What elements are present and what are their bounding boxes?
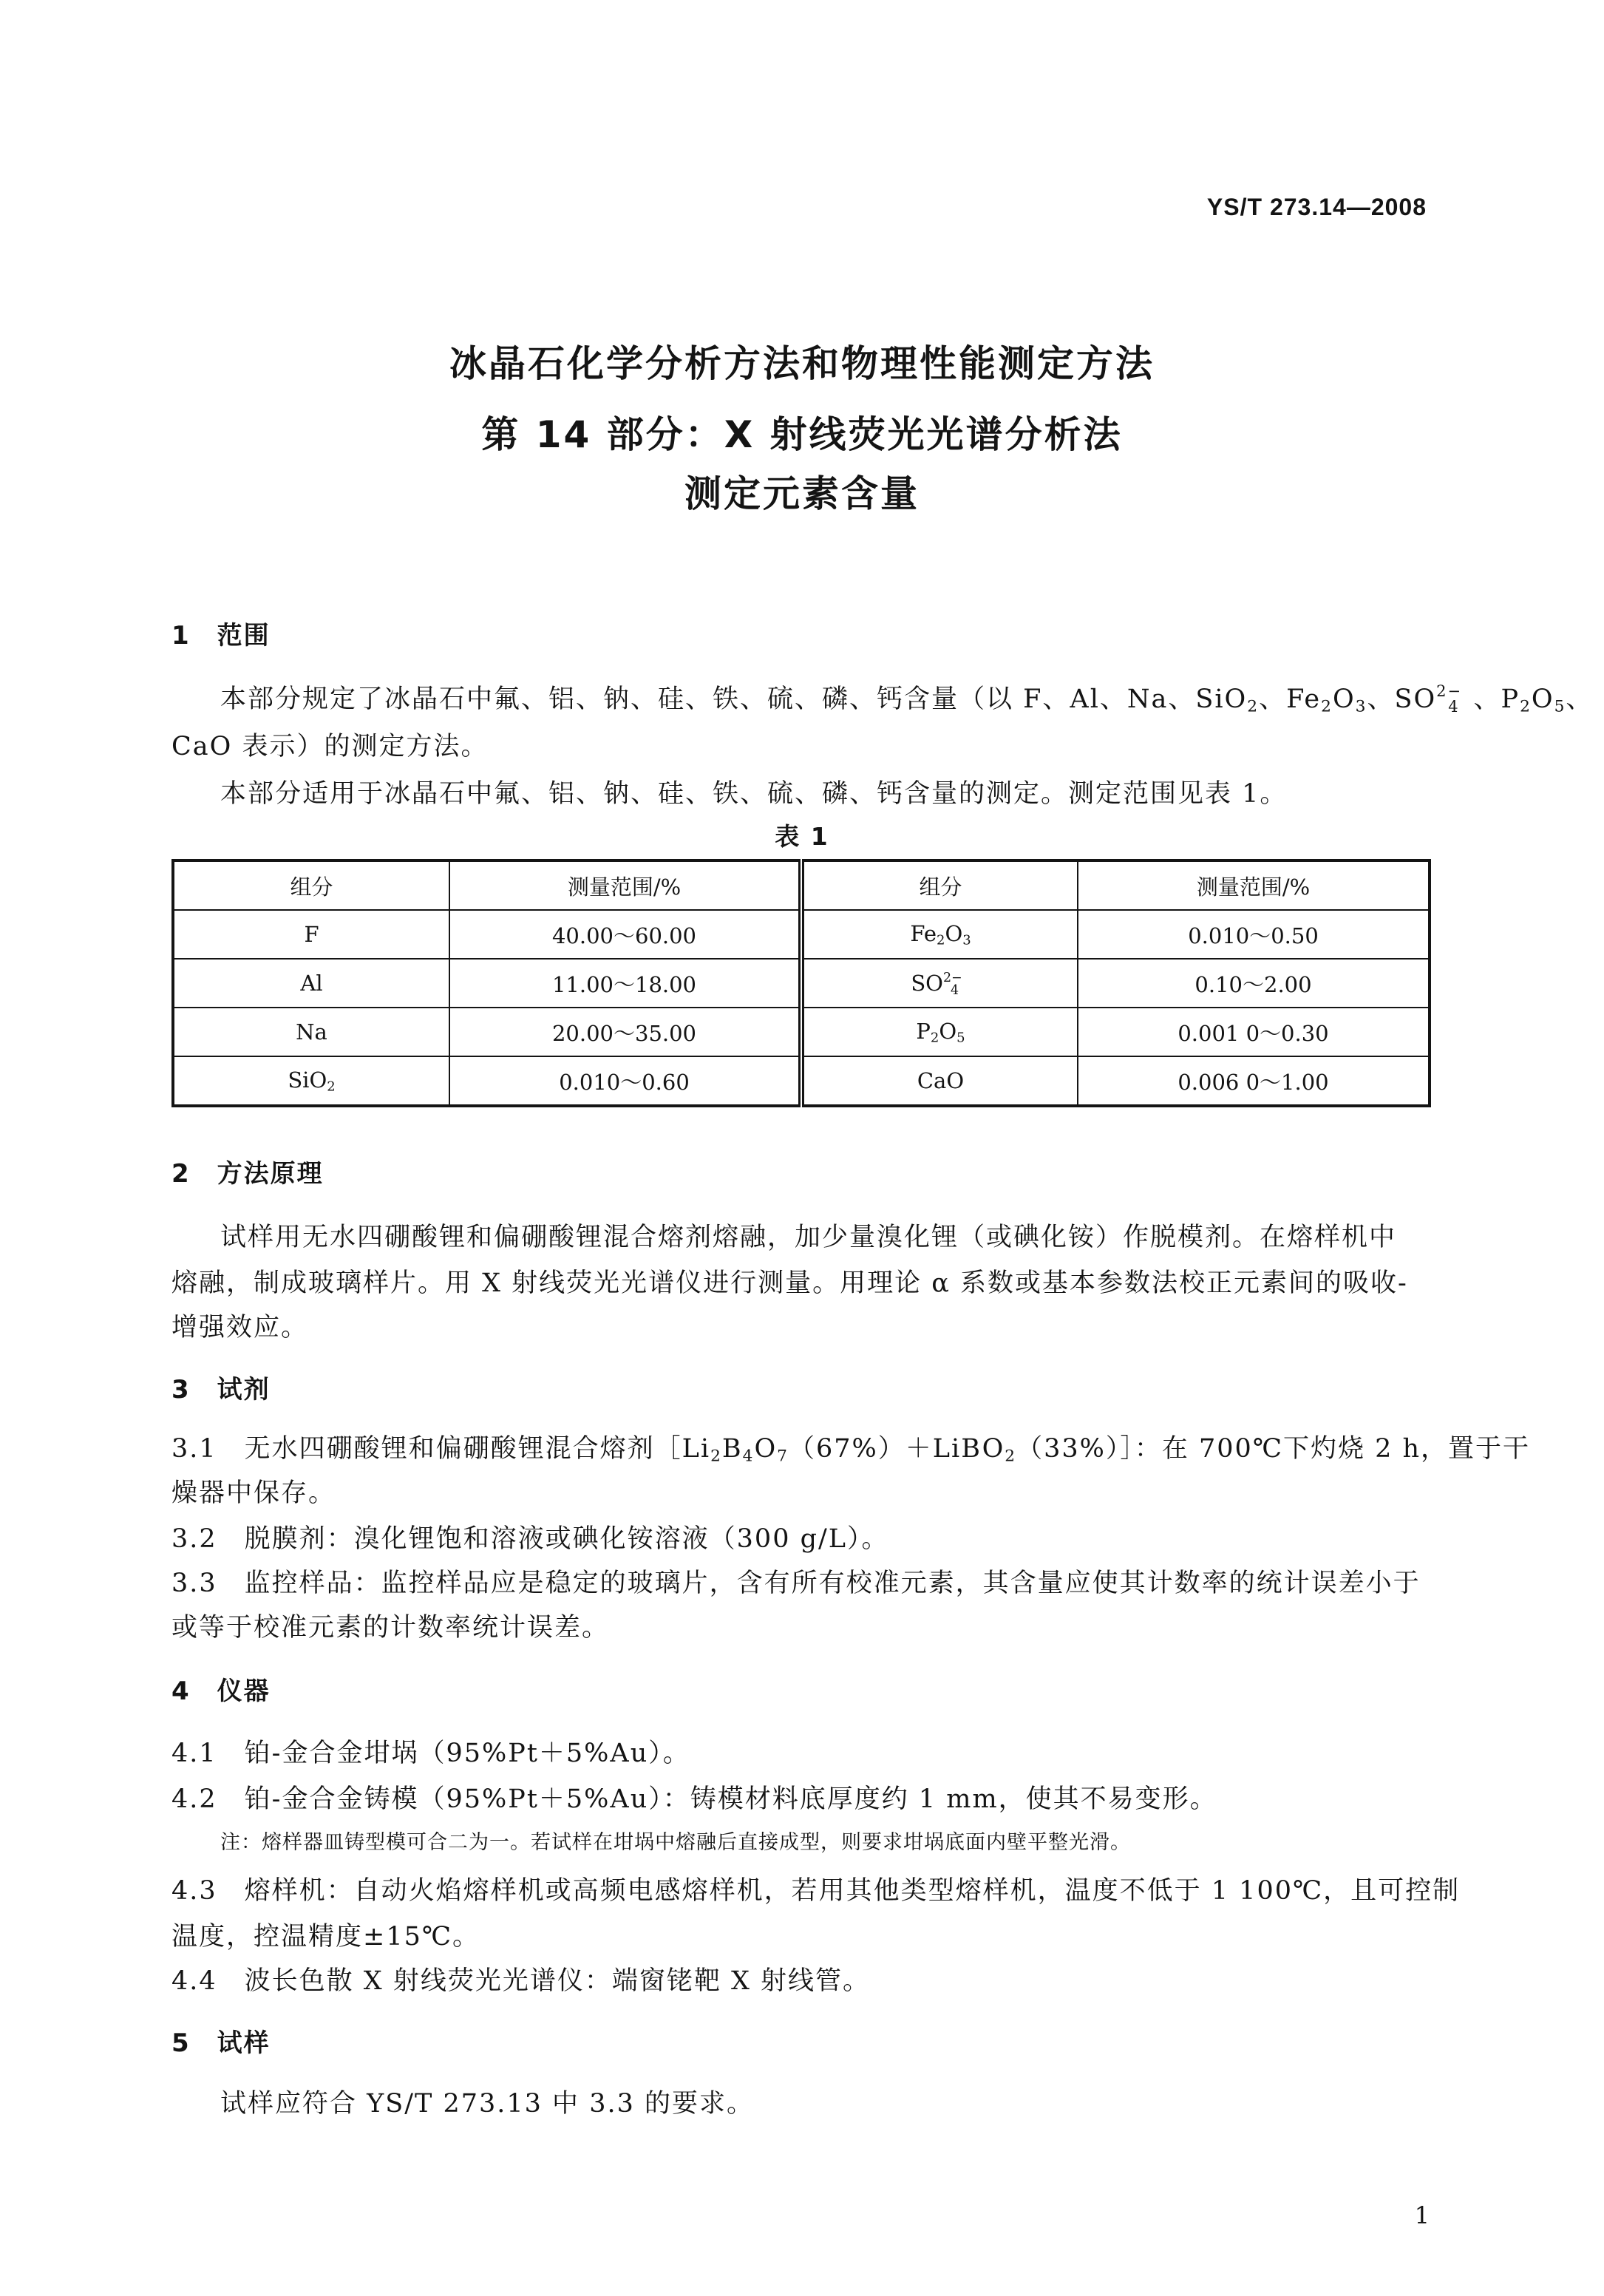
section-2-heading: 2 方法原理 xyxy=(171,1159,324,1189)
header-range: 测量范围/% xyxy=(1078,860,1430,910)
header-range: 测量范围/% xyxy=(449,860,801,910)
range-cell: 0.010～0.50 xyxy=(1078,910,1430,959)
table-row xyxy=(173,959,1430,1008)
table-row xyxy=(173,910,1430,959)
section-2-line-2: 熔融，制成玻璃样片。用 X 射线荧光光谱仪进行测量。用理论 α 系数或基本参数法校正元素间的吸收- xyxy=(171,1268,1408,1298)
section-1-heading: 1 范围 xyxy=(171,621,271,651)
table-row xyxy=(173,1056,1430,1106)
section-1-paragraph-1-continued: CaO 表示）的测定方法。 xyxy=(171,732,489,761)
range-cell: 20.00～35.00 xyxy=(449,1008,801,1056)
item-4-3: 4.3 熔样机：自动火焰熔样机或高频电感熔样机，若用其他类型熔样机，温度不低于 1 100℃，且可控制 xyxy=(171,1876,1461,1906)
component-cell: CaO xyxy=(801,1056,1078,1106)
section-2-line-1: 试样用无水四硼酸锂和偏硼酸锂混合熔剂熔融，加少量溴化锂（或碘化铵）作脱模剂。在熔样机中 xyxy=(220,1223,1397,1252)
section-5-paragraph: 试样应符合 YS/T 273.13 中 3.3 的要求。 xyxy=(220,2089,754,2119)
document-title-line-1: 冰晶石化学分析方法和物理性能测定方法 xyxy=(449,342,1155,385)
header-component: 组分 xyxy=(801,860,1078,910)
section-3-heading: 3 试剂 xyxy=(171,1375,271,1405)
component-cell: $Fe_2O_3$ xyxy=(801,910,1078,959)
document-title-line-3: 测定元素含量 xyxy=(684,472,920,515)
section-4-heading: 4 仪器 xyxy=(171,1677,271,1706)
section-2-line-3: 增强效应。 xyxy=(171,1313,309,1342)
item-4-2: 4.2 铂-金合金铸模（95%Pt＋5%Au）：铸模材料底厚度约 1 mm，使其不易变形。 xyxy=(171,1784,1217,1814)
component-cell: $SO^{2-}4$ xyxy=(801,959,1078,1008)
range-cell: 0.001 0～0.30 xyxy=(1078,1008,1430,1056)
note: 注：熔样器皿铸型模可合二为一。若试样在坩埚中熔融后直接成型，则要求坩埚底面内壁平整光滑。 xyxy=(220,1831,1131,1854)
item-3-1-continued: 燥器中保存。 xyxy=(171,1478,336,1508)
component-cell: $P_2O_5$ xyxy=(801,1008,1078,1056)
range-cell: 0.010～0.60 xyxy=(449,1056,801,1106)
table-header-row xyxy=(173,860,1430,910)
item-3-1: 3.1 无水四硼酸锂和偏硼酸锂混合熔剂$[Li_2B_4O_7(67\%)+LiBO_2(33\%)]$：在 700℃下灼烧 2 h，置于干 xyxy=(171,1434,1531,1466)
section-5-heading: 5 试样 xyxy=(171,2028,271,2058)
header-component: 组分 xyxy=(173,860,449,910)
component-cell: Al xyxy=(173,959,449,1008)
standard-number: YS/T 273.14—2008 xyxy=(1206,194,1427,220)
item-4-4: 4.4 波长色散 X 射线荧光光谱仪：端窗铑靶 X 射线管。 xyxy=(171,1966,870,1996)
item-3-3-continued: 或等于校准元素的计数率统计误差。 xyxy=(171,1613,610,1643)
table-row xyxy=(173,1008,1430,1056)
section-1-paragraph-2: 本部分适用于冰晶石中氟、铝、钠、硅、铁、硫、磷、钙含量的测定。测定范围见表 1。 xyxy=(220,779,1288,809)
range-cell: 40.00～60.00 xyxy=(449,910,801,959)
table-1 xyxy=(171,859,1431,1107)
component-cell: SiO$_2$ xyxy=(173,1056,449,1106)
section-1-paragraph-1: 本部分规定了冰晶石中氟、铝、钠、硅、铁、硫、磷、钙含量（以 F、Al、Na、SiO$_2$、$Fe_2O_3$、$SO^{2-}4$ 、$P_2O_5$、 xyxy=(220,682,1594,716)
range-cell: 0.006 0～1.00 xyxy=(1078,1056,1430,1106)
range-cell: 11.00～18.00 xyxy=(449,959,801,1008)
range-cell: 0.10～2.00 xyxy=(1078,959,1430,1008)
page-number: 1 xyxy=(1414,2201,1430,2229)
component-cell: F xyxy=(173,910,449,959)
component-cell: Na xyxy=(173,1008,449,1056)
item-4-1: 4.1 铂-金合金坩埚（95%Pt＋5%Au）。 xyxy=(171,1739,690,1768)
table-1-caption: 表 1 xyxy=(775,822,829,851)
item-3-3: 3.3 监控样品：监控样品应是稳定的玻璃片，含有所有校准元素，其含量应使其计数率的统计误差小于 xyxy=(171,1569,1421,1598)
item-3-2: 3.2 脱膜剂：溴化锂饱和溶液或碘化铵溶液（300 g/L）。 xyxy=(171,1524,889,1554)
document-title-line-2: 第 14 部分：X 射线荧光光谱分析法 xyxy=(481,413,1123,456)
item-4-3-continued: 温度，控温精度±15℃。 xyxy=(171,1922,480,1952)
